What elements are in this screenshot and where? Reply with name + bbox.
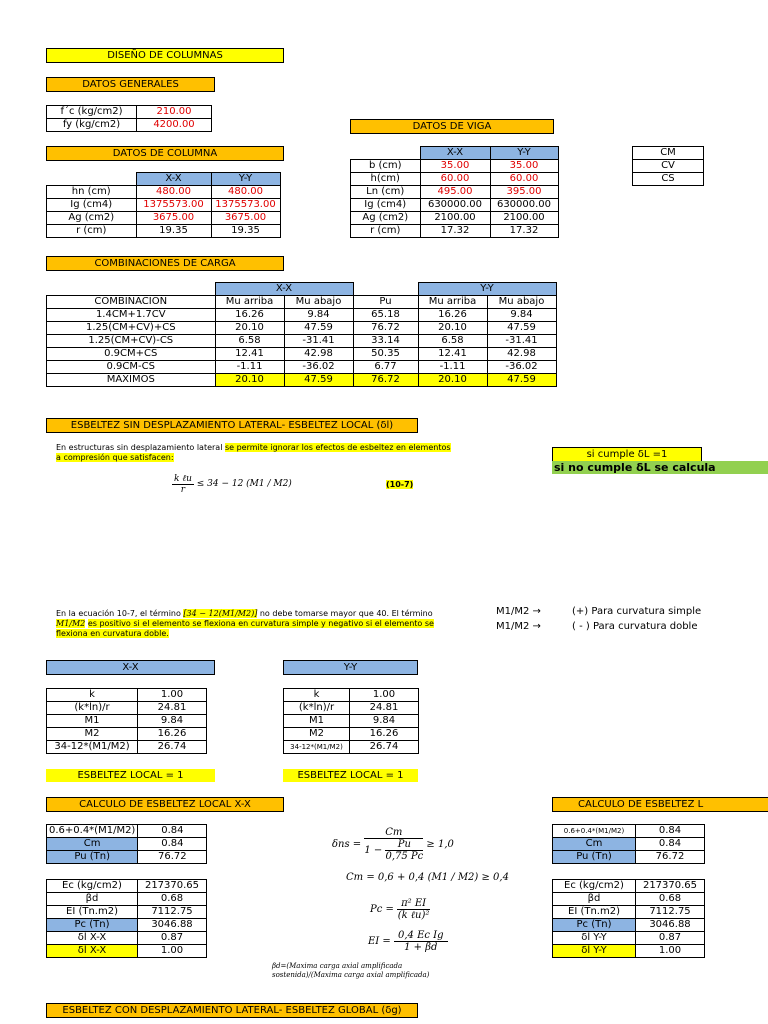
combinations-table bbox=[46, 282, 557, 387]
note-term: [34 − 12(M1/M2)] bbox=[183, 609, 258, 618]
calc-value: 217370.65 bbox=[138, 880, 207, 893]
formula-text: Pc = bbox=[370, 904, 394, 915]
combo-header: Pu bbox=[353, 296, 418, 309]
slender-value: 16.26 bbox=[138, 728, 207, 741]
combo-value: 47.59 bbox=[284, 322, 353, 335]
beam-value: 2100.00 bbox=[490, 212, 558, 225]
beam-header-y: Y-Y bbox=[490, 147, 558, 160]
column-row-label: r (cm) bbox=[47, 225, 137, 238]
combo-value: 16.26 bbox=[418, 309, 487, 322]
slender-y-result: ESBELTEZ LOCAL = 1 bbox=[283, 769, 418, 782]
combo-value: 12.41 bbox=[215, 348, 284, 361]
combo-value: -36.02 bbox=[487, 361, 556, 374]
column-value[interactable]: 480.00 bbox=[136, 186, 211, 199]
calc-label: Ec (kg/cm2) bbox=[553, 880, 636, 893]
column-value[interactable]: 3675.00 bbox=[211, 212, 280, 225]
combo-header: Mu abajo bbox=[284, 296, 353, 309]
note-text: En la ecuación 10-7, el término bbox=[56, 609, 181, 618]
slender-value: 26.74 bbox=[138, 741, 207, 754]
combo-name: 1.25(CM+CV)-CS bbox=[47, 335, 216, 348]
combo-header: COMBINACION bbox=[47, 296, 216, 309]
note-text: no debe tomarse mayor que 40. bbox=[259, 609, 390, 618]
global-slenderness-header: ESBELTEZ CON DESPLAZAMIENTO LATERAL- ESBELTEZ GLOBAL (δg) bbox=[46, 1003, 418, 1018]
combo-value: 20.10 bbox=[418, 322, 487, 335]
beam-value[interactable]: 60.00 bbox=[490, 173, 558, 186]
calc-value: 1.00 bbox=[138, 945, 207, 958]
beam-value: 17.32 bbox=[490, 225, 558, 238]
combo-value: 42.98 bbox=[487, 348, 556, 361]
combo-value: 16.26 bbox=[215, 309, 284, 322]
slender-y-table bbox=[283, 688, 419, 754]
note-term: M1/M2 bbox=[56, 619, 86, 628]
combo-value: 9.84 bbox=[487, 309, 556, 322]
column-data-table bbox=[46, 172, 281, 238]
calc-value: 0.87 bbox=[138, 932, 207, 945]
table-row bbox=[47, 335, 557, 348]
calc-value: 0.68 bbox=[138, 893, 207, 906]
calc-value: 7112.75 bbox=[636, 906, 705, 919]
column-row-label: Ag (cm2) bbox=[47, 212, 137, 225]
combo-value: 9.84 bbox=[284, 309, 353, 322]
calc-x-header: CALCULO DE ESBELTEZ LOCAL X-X bbox=[46, 797, 284, 812]
combinations-header: COMBINACIONES DE CARGA bbox=[46, 256, 284, 271]
local-slenderness-header: ESBELTEZ SIN DESPLAZAMIENTO LATERAL- ESBELTEZ LOCAL (δl) bbox=[46, 418, 418, 433]
calc-label: βd bbox=[553, 893, 636, 906]
calc-label: Cm bbox=[47, 838, 138, 851]
slender-x-header: X-X bbox=[46, 660, 215, 675]
calc-label: δl Y-Y bbox=[553, 932, 636, 945]
pc-formula bbox=[370, 898, 430, 921]
combo-header: Mu arriba bbox=[215, 296, 284, 309]
table-row bbox=[47, 348, 557, 361]
combo-value: 33.14 bbox=[353, 335, 418, 348]
beam-data-header: DATOS DE VIGA bbox=[350, 119, 554, 134]
calc-value: 0.84 bbox=[138, 825, 207, 838]
calc-label: EI (Tn.m2) bbox=[553, 906, 636, 919]
calc-x-bottom-table bbox=[46, 879, 207, 958]
formula-text: 0,4 Ec Ig bbox=[394, 930, 448, 942]
column-row-label: hn (cm) bbox=[47, 186, 137, 199]
formula-text: δns = bbox=[332, 839, 362, 850]
slender-label: M1 bbox=[284, 715, 350, 728]
curvature-double-text: ( - ) Para curvatura doble bbox=[572, 621, 698, 632]
calc-y-bottom-table bbox=[552, 879, 705, 958]
combo-name: 0.9CM+CS bbox=[47, 348, 216, 361]
combo-value: 65.18 bbox=[353, 309, 418, 322]
slender-value: 24.81 bbox=[138, 702, 207, 715]
combo-max-value: 20.10 bbox=[418, 374, 487, 387]
slender-label: (k*ln)/r bbox=[47, 702, 138, 715]
combo-value: 76.72 bbox=[353, 322, 418, 335]
load-type-cs: CS bbox=[633, 173, 704, 186]
calc-label: δl X-X bbox=[47, 932, 138, 945]
table-row bbox=[47, 309, 557, 322]
slender-label: k bbox=[284, 689, 350, 702]
beam-value: 2100.00 bbox=[420, 212, 490, 225]
slender-y-header: Y-Y bbox=[283, 660, 418, 675]
combo-value: -36.02 bbox=[284, 361, 353, 374]
condition-fail: si no cumple δL se calcula bbox=[552, 461, 768, 474]
condition-pass: si cumple δL =1 bbox=[552, 447, 702, 462]
combo-value: 6.58 bbox=[215, 335, 284, 348]
intro-plain: En estructuras sin desplazamiento lateral bbox=[56, 443, 223, 452]
calc-label: δl X-X bbox=[47, 945, 138, 958]
beam-value: 17.32 bbox=[420, 225, 490, 238]
calc-x-top-table bbox=[46, 824, 207, 864]
calc-label: βd bbox=[47, 893, 138, 906]
combo-name: 0.9CM-CS bbox=[47, 361, 216, 374]
intro-highlight: se permite ignorar los efectos de esbeltez en elementos a compresión que satisfacen: bbox=[56, 443, 451, 462]
column-value: 19.35 bbox=[136, 225, 211, 238]
table-row bbox=[47, 322, 557, 335]
column-value: 19.35 bbox=[211, 225, 280, 238]
load-type-cv: CV bbox=[633, 160, 704, 173]
slender-label: M2 bbox=[47, 728, 138, 741]
combo-value: 12.41 bbox=[418, 348, 487, 361]
beam-value[interactable]: 35.00 bbox=[420, 160, 490, 173]
combo-value: 47.59 bbox=[487, 322, 556, 335]
slender-value: 1.00 bbox=[350, 689, 419, 702]
slender-label: k bbox=[47, 689, 138, 702]
combo-value: -1.11 bbox=[215, 361, 284, 374]
beam-row-label: r (cm) bbox=[351, 225, 421, 238]
cm-formula: Cm = 0,6 + 0,4 (M1 / M2) ≥ 0,4 bbox=[346, 872, 509, 883]
slender-value: 9.84 bbox=[350, 715, 419, 728]
curvature-simple-text: (+) Para curvatura simple bbox=[572, 606, 702, 617]
combo-header: Mu abajo bbox=[487, 296, 556, 309]
calc-label: Pu (Tn) bbox=[47, 851, 138, 864]
calc-label: δl Y-Y bbox=[553, 945, 636, 958]
combo-max-value: 76.72 bbox=[353, 374, 418, 387]
slender-value: 24.81 bbox=[350, 702, 419, 715]
beam-row-label: Ag (cm2) bbox=[351, 212, 421, 225]
combo-name: 1.25(CM+CV)+CS bbox=[47, 322, 216, 335]
calc-label: 0.6+0.4*(M1/M2) bbox=[47, 825, 138, 838]
slender-label: 34-12*(M1/M2) bbox=[47, 741, 138, 754]
fy-label: fy (kg/cm2) bbox=[47, 119, 137, 132]
calc-value: 3046.88 bbox=[636, 919, 705, 932]
page-title: DISEÑO DE COLUMNAS bbox=[46, 48, 284, 63]
calc-label: Cm bbox=[553, 838, 636, 851]
beam-row-label: Ln (cm) bbox=[351, 186, 421, 199]
column-header-y: Y-Y bbox=[211, 173, 280, 186]
slender-label: (k*ln)/r bbox=[284, 702, 350, 715]
note-highlight: es positivo si el elemento se flexiona en curvatura simple y negativo si el elemento se flexiona en curvatura doble. bbox=[56, 619, 434, 638]
column-value[interactable]: 1375573.00 bbox=[136, 199, 211, 212]
calc-value: 7112.75 bbox=[138, 906, 207, 919]
column-value[interactable]: 1375573.00 bbox=[211, 199, 280, 212]
combo-value: 20.10 bbox=[215, 322, 284, 335]
combo-group-x: X-X bbox=[215, 283, 353, 296]
combo-value: -31.41 bbox=[284, 335, 353, 348]
calc-y-header: CALCULO DE ESBELTEZ L bbox=[552, 797, 768, 812]
beam-row-label: Ig (cm4) bbox=[351, 199, 421, 212]
equation-note bbox=[56, 609, 451, 639]
eq-10-7: k ℓu r ≤ 34 − 12 (M1 / M2) bbox=[174, 474, 292, 495]
calc-label: Ec (kg/cm2) bbox=[47, 880, 138, 893]
calc-label: Pc (Tn) bbox=[47, 919, 138, 932]
combo-value: -31.41 bbox=[487, 335, 556, 348]
fc-label: f´c (kg/cm2) bbox=[47, 106, 137, 119]
calc-label: Pc (Tn) bbox=[553, 919, 636, 932]
combo-max-value: 47.59 bbox=[487, 374, 556, 387]
general-data-header: DATOS GENERALES bbox=[46, 77, 215, 92]
local-intro-text bbox=[56, 443, 451, 463]
slender-value: 26.74 bbox=[350, 741, 419, 754]
slender-label: M1 bbox=[47, 715, 138, 728]
calc-label: Pu (Tn) bbox=[553, 851, 636, 864]
beam-value[interactable]: 60.00 bbox=[420, 173, 490, 186]
combo-value: 50.35 bbox=[353, 348, 418, 361]
general-data-table bbox=[46, 105, 212, 132]
calc-label: EI (Tn.m2) bbox=[47, 906, 138, 919]
beam-value[interactable]: 495.00 bbox=[420, 186, 490, 199]
beam-value[interactable]: 35.00 bbox=[490, 160, 558, 173]
combo-value: 6.77 bbox=[353, 361, 418, 374]
calc-value: 0.84 bbox=[636, 838, 705, 851]
formula-text: (k ℓu)² bbox=[397, 910, 430, 921]
slender-x-result: ESBELTEZ LOCAL = 1 bbox=[46, 769, 215, 782]
slender-x-table bbox=[46, 688, 207, 754]
combo-max-value: 20.10 bbox=[215, 374, 284, 387]
beam-value[interactable]: 395.00 bbox=[490, 186, 558, 199]
calc-value: 0.84 bbox=[138, 838, 207, 851]
max-row bbox=[47, 374, 557, 387]
combo-value: -1.11 bbox=[418, 361, 487, 374]
table-row bbox=[47, 361, 557, 374]
formula-text: Pu bbox=[385, 839, 423, 851]
curvature-simple-label: M1/M2 → bbox=[496, 606, 541, 617]
formula-text: 0,75 Pc bbox=[385, 851, 424, 862]
combo-max-value: 47.59 bbox=[284, 374, 353, 387]
column-value[interactable]: 3675.00 bbox=[136, 212, 211, 225]
calc-value: 0.68 bbox=[636, 893, 705, 906]
calc-value: 0.84 bbox=[636, 825, 705, 838]
fc-value[interactable]: 210.00 bbox=[137, 106, 212, 119]
calc-value: 76.72 bbox=[138, 851, 207, 864]
note-text: El término bbox=[391, 609, 433, 618]
beam-data-table bbox=[350, 146, 559, 238]
formula-text: EI = bbox=[368, 936, 391, 947]
beam-row-label: h(cm) bbox=[351, 173, 421, 186]
beam-header-x: X-X bbox=[420, 147, 490, 160]
column-value[interactable]: 480.00 bbox=[211, 186, 280, 199]
formula-text: 1 + βd bbox=[404, 942, 438, 953]
slender-value: 9.84 bbox=[138, 715, 207, 728]
fy-value[interactable]: 4200.00 bbox=[137, 119, 212, 132]
curvature-double-label: M1/M2 → bbox=[496, 621, 541, 632]
slender-label: M2 bbox=[284, 728, 350, 741]
combo-name: 1.4CM+1.7CV bbox=[47, 309, 216, 322]
calc-value: 217370.65 bbox=[636, 880, 705, 893]
column-data-header: DATOS DE COLUMNA bbox=[46, 146, 284, 161]
calc-y-top-table bbox=[552, 824, 705, 864]
formula-text: Cm bbox=[364, 827, 423, 839]
combo-header: Mu arriba bbox=[418, 296, 487, 309]
calc-value: 3046.88 bbox=[138, 919, 207, 932]
eq-number: (10-7) bbox=[386, 480, 414, 489]
beam-row-label: b (cm) bbox=[351, 160, 421, 173]
formula-text: ≥ 1,0 bbox=[426, 839, 454, 850]
formula-text: π² EI bbox=[397, 898, 430, 910]
beam-value: 630000.00 bbox=[420, 199, 490, 212]
calc-value: 0.87 bbox=[636, 932, 705, 945]
slender-value: 16.26 bbox=[350, 728, 419, 741]
beta-d-note: βd=(Maxima carga axial amplificada sostenida)/(Maxima carga axial amplificada) bbox=[272, 962, 430, 979]
calc-value: 1.00 bbox=[636, 945, 705, 958]
combo-group-y: Y-Y bbox=[418, 283, 556, 296]
combo-name: MAXIMOS bbox=[47, 374, 216, 387]
combo-value: 42.98 bbox=[284, 348, 353, 361]
column-row-label: Ig (cm4) bbox=[47, 199, 137, 212]
calc-label: 0.6+0.4*(M1/M2) bbox=[553, 825, 636, 838]
column-header-x: X-X bbox=[136, 173, 211, 186]
slender-value: 1.00 bbox=[138, 689, 207, 702]
ei-formula bbox=[368, 930, 448, 953]
load-type-cm: CM bbox=[633, 147, 704, 160]
beam-value: 630000.00 bbox=[490, 199, 558, 212]
formula-text: 1 − bbox=[364, 845, 383, 856]
load-type-table bbox=[632, 146, 704, 186]
combo-value: 6.58 bbox=[418, 335, 487, 348]
delta-ns-formula bbox=[332, 827, 454, 862]
slender-label: 34-12*(M1/M2) bbox=[284, 741, 350, 754]
calc-value: 76.72 bbox=[636, 851, 705, 864]
